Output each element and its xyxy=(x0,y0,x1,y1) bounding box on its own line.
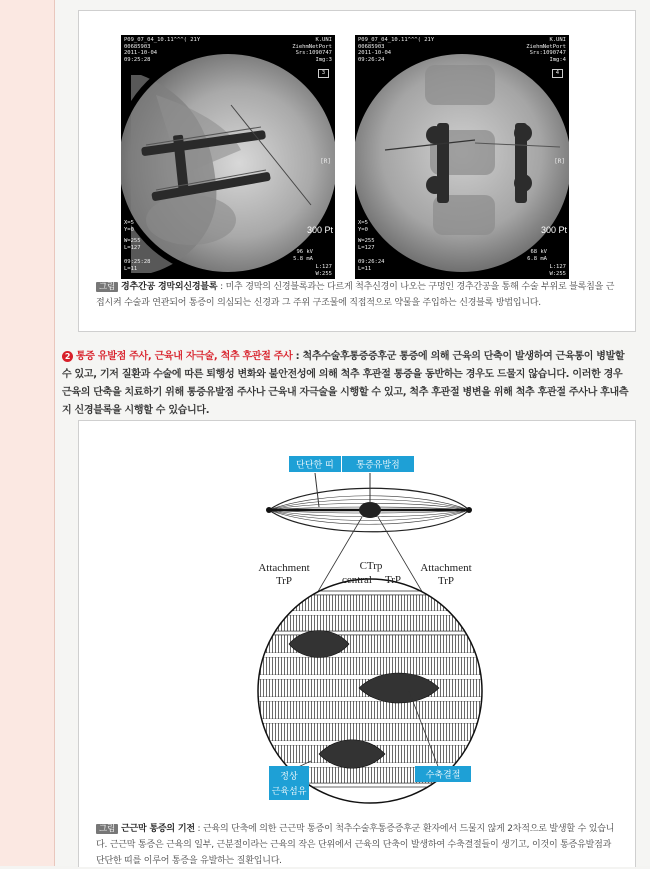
normal-fiber-label-1: 정상 xyxy=(280,772,298,782)
xray-left-exposure: 96 kV 5.8 mA xyxy=(293,249,313,262)
xray-image-left xyxy=(121,35,335,279)
caption-2-tag: 그림 xyxy=(96,824,118,834)
xray-right-image-number: 4 xyxy=(552,69,563,78)
xray-right-exposure: 68 kV 6.8 mA xyxy=(527,249,547,262)
paragraph-text: 척추수술후통증증후군 통증에 의해 근육의 단축이 발생하여 근육통이 병발할 수 있고, 기저 질환과 수술에 따른 퇴행성 변화와 불안전성에 의해 척추 후관절 통증을 동반하는 경우도 드물지 않습니다. 이러한 경우 근육의 단축을 치료하기 위해 통증유발점 주사나 근육내 자극술을 시행할 수 있고, 척추 후관절 병변을 위해 척추 후관절 주사나 후내측지 신경블록을 시행할 수 있습니다. xyxy=(62,351,629,416)
attachment-left-label-2: TrP xyxy=(275,575,293,587)
contraction-knot-label: 수축결절 xyxy=(425,770,461,781)
caption-2-separator: : xyxy=(194,824,204,834)
figure-box-diagram xyxy=(78,420,636,867)
xray-right-coords: X=5 Y=0 xyxy=(358,220,368,233)
attachment-right-label-2: TrP xyxy=(437,575,455,587)
caption-2-text: 근육의 단축에 의한 근근막 통증이 척추수술후통증증후군 환자에서 드물지 않게 2차적으로 발생할 수 있습니다. 근근막 통증은 근육의 일부, 근분절이라는 근육의 작은 단위에서 근육의 단축이 발생하여 수축결절들이 생기고, 이것이 통증유발점과 단단한 띠를 이루어 통증을 유발하는 질환입니다. xyxy=(96,824,615,866)
myofascial-diagram xyxy=(79,421,635,821)
xray-right-station-info: K.UNI ZiehmNetPort Srs:1090747 Img:4 xyxy=(526,37,566,63)
xray-left-image-number: 3 xyxy=(318,69,329,78)
xray-left-big-label: 300 Pt xyxy=(306,225,333,235)
paragraph-heading: 통증 유발점 주사, 근육내 자극술, 척추 후관절 주사 xyxy=(76,351,293,362)
xray-left-coords: X=5 Y=0 xyxy=(124,220,134,233)
normal-fiber-label-2: 근육섬유 xyxy=(271,787,307,797)
central-label-2: central xyxy=(342,574,372,586)
taut-band-label: 단단한 띠 xyxy=(296,460,334,471)
xray-left-time: 09:25:28 L=11 xyxy=(124,259,151,272)
xray-left-side-mark: [R] xyxy=(320,158,331,165)
caption-1-separator: : xyxy=(217,282,226,292)
central-label-3: TrP xyxy=(384,574,402,586)
xray-left-patient-info: P09_07_04_10.11^^^( 21Y 00685903 2011-10-04 09:25:28 xyxy=(124,37,201,63)
trigger-point-label: 통증유발점 xyxy=(356,460,400,471)
caption-1-tag: 그림 xyxy=(96,282,118,292)
muscle-spindle xyxy=(266,488,472,532)
figure-caption-1 xyxy=(96,279,618,311)
attachment-right-label-1: Attachment xyxy=(420,562,472,574)
central-label-1: CTrp xyxy=(359,560,383,572)
item-number-badge: 2 xyxy=(62,351,73,362)
figure-box-xray xyxy=(78,10,636,332)
xray-image-right xyxy=(355,35,569,279)
xray-left-window: W=255 L=127 xyxy=(124,238,141,251)
xray-left-level: L:127 W:255 xyxy=(315,264,332,277)
xray-right-time: 09:26:24 L=11 xyxy=(358,259,385,272)
left-margin-strip xyxy=(0,0,54,866)
treatment-paragraph xyxy=(62,348,634,420)
attachment-left-label-1: Attachment xyxy=(258,562,310,574)
xray-right-graphic xyxy=(355,35,569,279)
caption-1-text: 미추 경막의 신경블록과는 다르게 척추신경이 나오는 구멍인 경추간공을 통해 수술 부위로 블록침을 근접시켜 수술과 연관되어 통증이 의심되는 신경과 그 주위 구조물에 직접적으로 약물을 주입하는 신경블록 방법입니다. xyxy=(96,282,615,308)
xray-right-window: W=255 L=127 xyxy=(358,238,375,251)
xray-right-level: L:127 W:255 xyxy=(549,264,566,277)
xray-right-patient-info: P09_07_04_10.11^^^( 21Y 00685903 2011-10-04 09:26:24 xyxy=(358,37,435,63)
xray-left-station-info: K.UNI ZiehmNetPort Srs:1090747 Img:3 xyxy=(292,37,332,63)
figure-caption-2 xyxy=(96,821,618,869)
xray-left-graphic xyxy=(121,35,335,279)
caption-2-title: 근근막 통증의 기전 xyxy=(121,824,195,834)
paragraph-separator: : xyxy=(292,351,303,362)
caption-1-title: 경추간공 경막외신경블록 xyxy=(121,282,218,292)
xray-right-side-mark: [R] xyxy=(554,158,565,165)
xray-right-big-label: 300 Pt xyxy=(540,225,567,235)
